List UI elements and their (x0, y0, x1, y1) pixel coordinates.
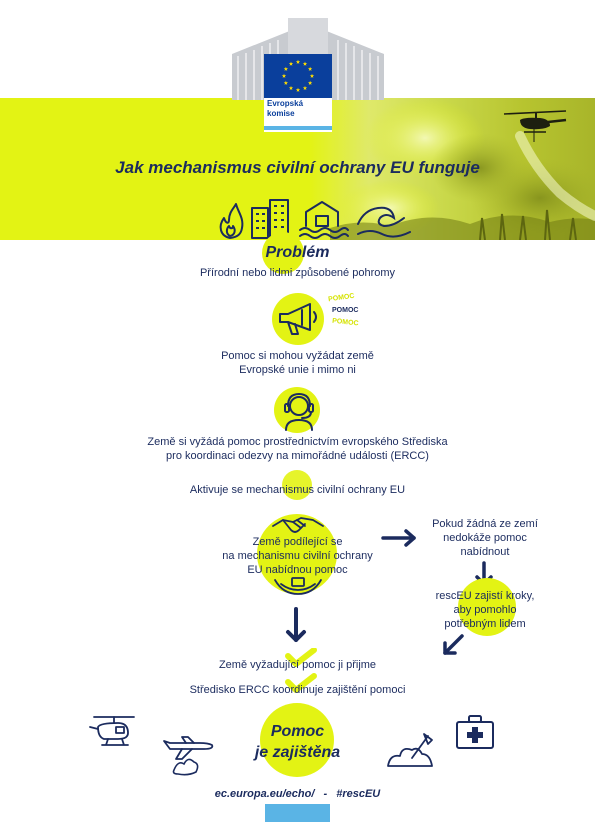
flood-house-icon (300, 202, 348, 238)
ercc-text-line2: pro koordinaci odezvy na mimořádné události (ERCC) (166, 450, 429, 462)
fallback-text-line2: nedokáže pomoc (443, 532, 527, 544)
fallback-text-line3: nabídnout (460, 546, 510, 558)
footer-hashtag[interactable]: #rescEU (336, 788, 381, 800)
pomoc-word-2: POMOC (332, 307, 359, 314)
arrow-down-left-icon (440, 632, 466, 658)
shovel-icon (384, 730, 436, 770)
eu-logo-text-line2: komise (267, 109, 295, 118)
pomoc-words (326, 292, 376, 328)
coordinate-text: Středisko ERCC koordinuje zajištění pomoci (189, 684, 406, 696)
wave-icon (358, 208, 410, 237)
first-aid-kit-icon (455, 714, 495, 750)
request-text (0, 349, 595, 377)
arrow-down-icon (284, 606, 308, 646)
footer-separator: - (323, 788, 328, 800)
hands-gift-icon (273, 572, 323, 600)
resceu-text-line1: rescEU zajistí kroky, (435, 590, 535, 602)
disaster-icons (214, 196, 424, 240)
result-line1: Pomoc (270, 723, 325, 740)
footer-bar (265, 804, 330, 822)
helicopter-photo-icon (500, 108, 570, 144)
megaphone-icon (276, 302, 324, 338)
page-title: Jak mechanismus civilní ochrany EU funguje (115, 158, 480, 177)
ercc-text-line1: Země si vyžádá pomoc prostřednictvím evropského Střediska (147, 436, 448, 448)
offer-text-line3: EU nabídnou pomoc (247, 564, 348, 576)
fallback-text-line1: Pokud žádná ze zemí (432, 518, 538, 530)
request-text-line1: Pomoc si mohou vyžádat země (221, 350, 374, 362)
headset-operator-icon (280, 390, 318, 432)
handshake-icon (271, 514, 325, 536)
resceu-text-line2: aby pomohlo (453, 604, 517, 616)
request-text-line2: Evropské unie i mimo ni (239, 364, 356, 376)
eu-logo-text (267, 99, 331, 119)
helicopter-icon (88, 713, 140, 747)
resceu-text-line3: potřebným lidem (444, 618, 526, 630)
resceu-text (410, 589, 560, 631)
footer-links (0, 788, 595, 800)
footer-url-link[interactable]: ec.europa.eu/echo/ (214, 788, 315, 800)
activate-text: Aktivuje se mechanismus civilní ochrany EU (189, 484, 406, 496)
problem-heading: Problém (265, 244, 330, 261)
fire-icon (221, 204, 243, 238)
eu-logo-text-line1: Evropská (267, 99, 304, 108)
offer-text-line1: Země podílející se (252, 536, 343, 548)
offer-text-line2: na mechanismu civilní ochrany (222, 550, 373, 562)
pomoc-word-3: POMOC (331, 317, 359, 328)
ercc-text (0, 435, 595, 463)
result-line2: je zajištěna (254, 744, 341, 761)
eu-flag-icon (264, 54, 332, 98)
accept-text: Země vyžadující pomoc ji přijme (218, 659, 377, 671)
firefighting-plane-icon (170, 750, 200, 776)
pomoc-word-1: POMOC (327, 292, 355, 304)
problem-text: Přírodní nebo lidmi způsobené pohromy (199, 267, 396, 279)
fallback-text (410, 517, 560, 559)
eu-logo-underline (264, 126, 332, 130)
